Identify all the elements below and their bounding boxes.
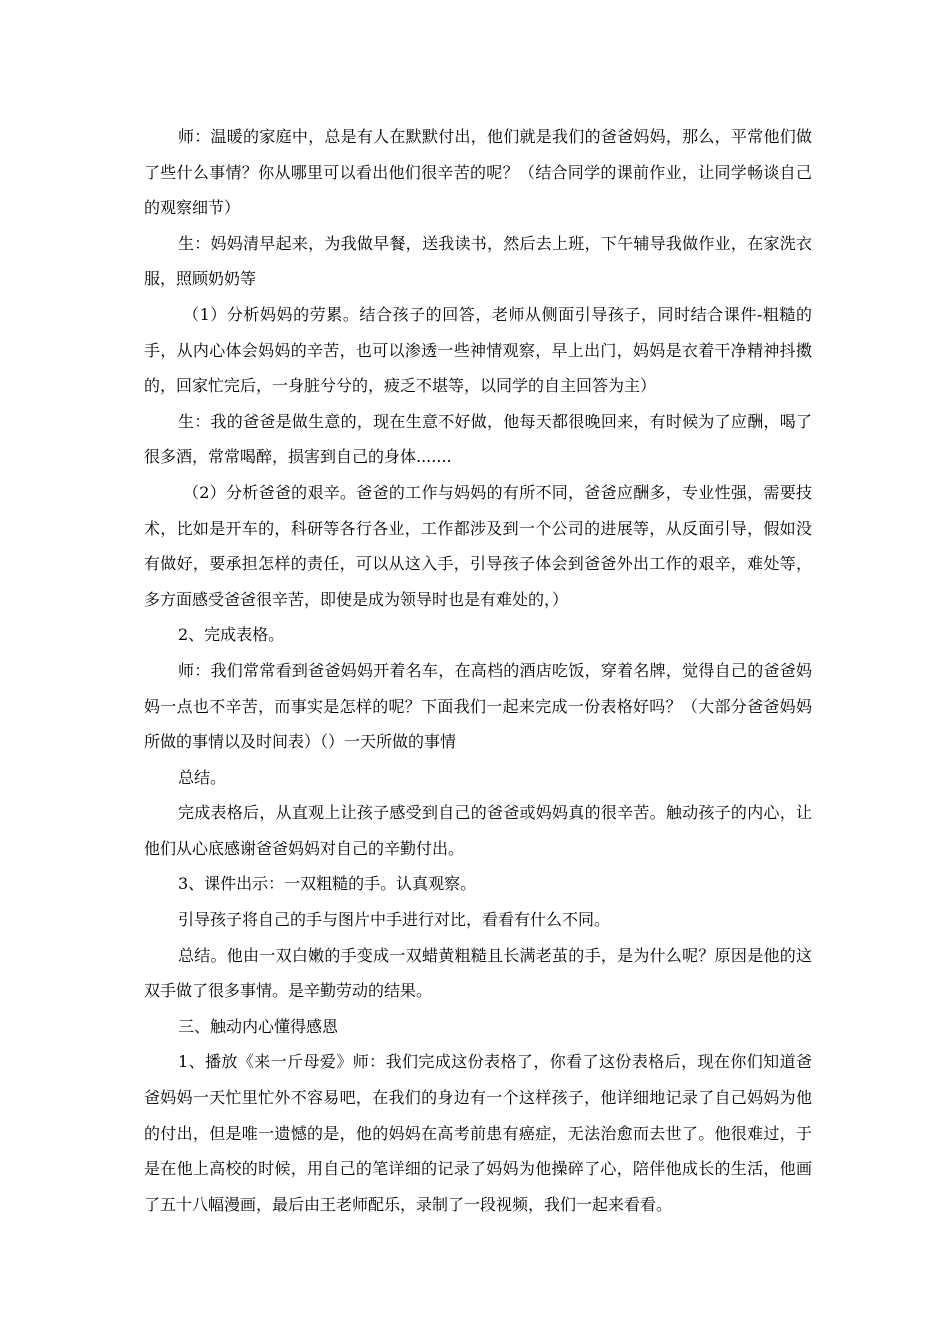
paragraph-teacher-question: 师：温暖的家庭中，总是有人在默默付出，他们就是我们的爸爸妈妈，那么，平常他们做了些什么事情？你从哪里可以看出他们很辛苦的呢？（结合同学的课前作业，让同学畅谈自己的观察细节） [144,127,812,218]
document-body [144,119,812,1222]
paragraph-analysis-dad: （2）分析爸爸的艰辛。爸爸的工作与妈妈的有所不同，爸爸应酬多，专业性强，需要技术，比如是开车的，科研等各行各业，工作都涉及到一个公司的进展等，从反面引导，假如没有做好，要承担怎样的责任，可以从这入手，引导孩子体会到爸爸外出工作的艰辛，难处等，多方面感受爸爸很辛苦，即使是成为领导时也是有难处的，） [144,482,812,609]
section-heading-complete-table: 2、完成表格。 [178,625,285,645]
section-heading-rough-hands: 3、课件出示：一双粗糙的手。认真观察。 [178,874,477,894]
paragraph-hands-summary: 总结。他由一双白嫩的手变成一双蜡黄粗糙且长满老茧的手，是为什么呢？原因是他的这双手做了很多事情。是辛勤劳动的结果。 [144,945,812,1001]
paragraph-teacher-table: 师：我们常常看到爸爸妈妈开着名车，在高档的酒店吃饭，穿着名牌，觉得自己的爸爸妈妈一点也不辛苦，而事实是怎样的呢？下面我们一起来完成一份表格好吗？（大部分爸爸妈妈所做的事情以及时间表）（）一天所做的事情 [144,660,812,752]
section-heading-gratitude: 三、触动内心懂得感恩 [178,1016,339,1036]
paragraph-analysis-mom: （1）分析妈妈的劳累。结合孩子的回答，老师从侧面引导孩子，同时结合课件-粗糙的手，从内心体会妈妈的辛苦，也可以渗透一些神情观察，早上出门，妈妈是衣着干净精神抖擞的，回家忙完后，一身脏兮兮的，疲乏不堪等，以同学的自主回答为主） [144,304,812,396]
paragraph-table-summary: 完成表格后，从直观上让孩子感受到自己的爸爸或妈妈真的很辛苦。触动孩子的内心，让他们从心底感谢爸爸妈妈对自己的辛勤付出。 [144,803,812,858]
paragraph-student-dad: 生：我的爸爸是做生意的，现在生意不好做，他每天都很晚回来，有时候为了应酬，喝了很多酒，常常喝醉，损害到自己的身体....... [144,411,812,467]
paragraph-compare-hands: 引导孩子将自己的手与图片中手进行对比，看看有什么不同。 [178,910,611,930]
paragraph-student-mom: 生：妈妈清早起来，为我做早餐，送我读书，然后去上班，下午辅导我做作业，在家洗衣服，照顾奶奶等 [144,233,812,289]
paragraph-summary-label: 总结。 [178,767,227,787]
paragraph-video: 1、播放《来一斤母爱》师：我们完成这份表格了，你看了这份表格后，现在你们知道爸爸妈妈一天忙里忙外不容易吧，在我们的身边有一个这样孩子，他详细地记录了自己妈妈为他的付出，但是唯一遗憾的是，他的妈妈在高考前患有癌症，无法治愈而去世了。他很难过，于是在他上高校的时候，用自己的笔详细的记录了妈妈为他操碎了心，陪伴他成长的生活，他画了五十八幅漫画，最后由王老师配乐，录制了一段视频，我们一起来看看。 [144,1052,812,1214]
